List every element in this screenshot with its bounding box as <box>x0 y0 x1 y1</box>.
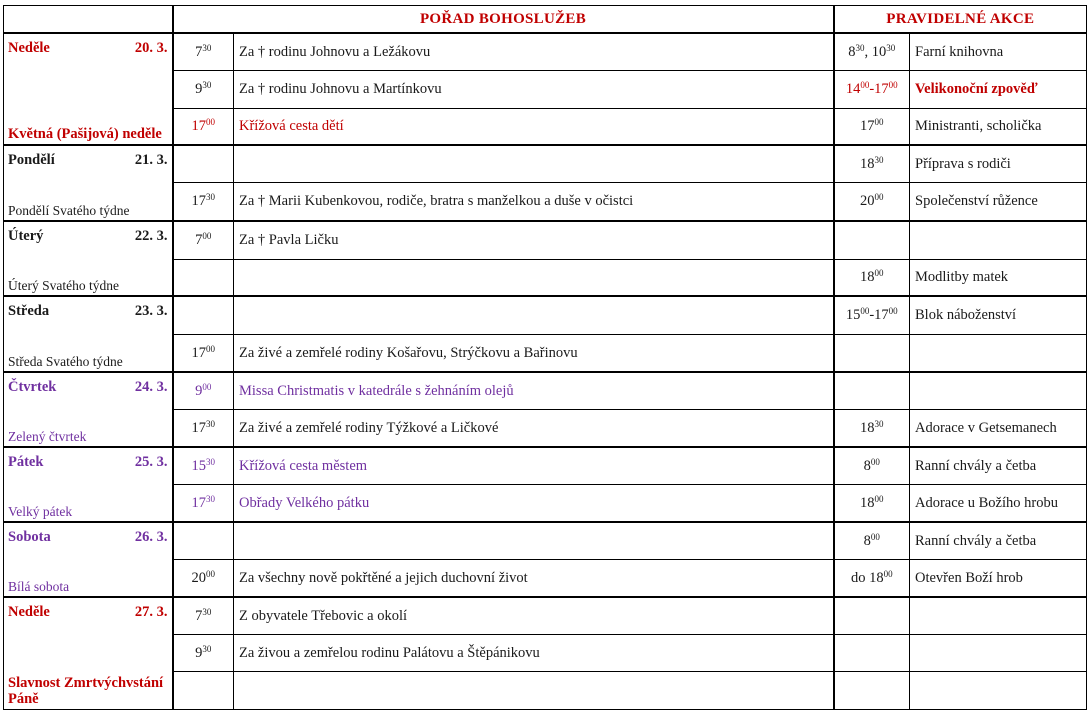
schedule-row <box>4 221 1087 259</box>
mass-time <box>173 221 234 259</box>
liturgical-day-name: Bílá sobota <box>8 579 70 594</box>
mass-minute: 30 <box>206 456 215 467</box>
mass-time <box>173 259 234 296</box>
mass-time <box>173 447 234 484</box>
mass-hour: 7 <box>195 232 203 249</box>
mass-intention: Za živou a zemřelou rodinu Palátovu a Štěpánikovu <box>234 634 834 671</box>
activity-hour: 17 <box>874 81 889 97</box>
activity-name <box>910 372 1087 409</box>
activity-name: Adorace v Getsemanech <box>910 409 1087 447</box>
day-header <box>8 379 168 395</box>
day-cell <box>4 372 173 447</box>
liturgical-day-name: Úterý Svatého týdne <box>8 278 119 293</box>
activity-time <box>834 372 910 409</box>
mass-time <box>173 597 234 634</box>
day-date: 26. 3. <box>134 529 168 545</box>
liturgical-day-name: Středa Svatého týdne <box>8 354 123 369</box>
day-cell <box>4 33 173 145</box>
schedule-row <box>4 145 1087 182</box>
mass-time <box>173 70 234 108</box>
activity-time <box>834 334 910 372</box>
mass-time <box>173 182 234 221</box>
activity-name <box>910 671 1087 709</box>
day-date: 24. 3. <box>134 379 168 395</box>
activity-hour: 18 <box>860 419 875 436</box>
day-header <box>8 228 168 244</box>
schedule-row <box>4 296 1087 334</box>
activity-minute: 00 <box>870 456 880 467</box>
activity-time-separator: - <box>869 307 875 324</box>
activity-minute: 00 <box>874 117 884 128</box>
mass-minute: 30 <box>202 643 212 654</box>
day-date: 21. 3. <box>134 152 168 168</box>
day-date: 25. 3. <box>134 454 168 470</box>
liturgical-day-name: Slavnost Zmrtvýchvstání Páně <box>8 674 164 707</box>
day-date: 20. 3. <box>134 40 168 56</box>
activity-minute: 00 <box>888 306 898 317</box>
activity-name <box>910 597 1087 634</box>
day-cell <box>4 296 173 372</box>
mass-intention: Za † rodinu Johnovu a Ležákovu <box>234 33 834 70</box>
activity-name: Blok náboženství <box>910 296 1087 334</box>
schedule-row <box>4 597 1087 634</box>
day-cell <box>4 597 173 709</box>
schedule-row <box>4 447 1087 484</box>
mass-intention: Obřady Velkého pátku <box>234 484 834 522</box>
activity-time <box>834 33 910 70</box>
header-row <box>4 6 1087 34</box>
mass-hour: 9 <box>195 81 203 97</box>
mass-time <box>173 296 234 334</box>
activity-hour: 18 <box>860 494 875 511</box>
activity-hour: 17 <box>874 307 889 324</box>
mass-intention: Křížová cesta městem <box>234 447 834 484</box>
activity-name: Příprava s rodiči <box>910 145 1087 182</box>
day-of-week: Neděle <box>8 604 50 620</box>
day-of-week: Úterý <box>8 228 44 244</box>
activity-name: Modlitby matek <box>910 259 1087 296</box>
activity-name <box>910 334 1087 372</box>
day-of-week: Středa <box>8 303 50 319</box>
activity-minute: 00 <box>870 531 880 542</box>
day-of-week: Sobota <box>8 529 51 545</box>
activity-hour: 18 <box>860 269 875 286</box>
mass-minute: 00 <box>202 231 212 242</box>
activity-time <box>834 182 910 221</box>
day-of-week: Pondělí <box>8 152 55 168</box>
mass-minute: 30 <box>202 606 212 617</box>
mass-time <box>173 484 234 522</box>
mass-intention: Z obyvatele Třebovic a okolí <box>234 597 834 634</box>
mass-time <box>173 522 234 559</box>
activity-time <box>834 559 910 597</box>
mass-time <box>173 409 234 447</box>
mass-intention <box>234 259 834 296</box>
activity-minute: 30 <box>874 418 884 429</box>
mass-intention <box>234 296 834 334</box>
mass-time <box>173 145 234 182</box>
mass-minute: 30 <box>202 80 212 90</box>
activity-name: Adorace u Božího hrobu <box>910 484 1087 522</box>
mass-intention: Za † Marii Kubenkovou, rodiče, bratra s manželkou a duše v očistci <box>234 182 834 221</box>
day-header <box>8 40 168 56</box>
activity-hour: 17 <box>860 118 875 135</box>
mass-intention: Za živé a zemřelé rodiny Týžkové a Ličkové <box>234 409 834 447</box>
schedule-row <box>4 33 1087 70</box>
mass-hour: 7 <box>195 43 203 60</box>
activity-time <box>834 484 910 522</box>
mass-intention: Missa Christmatis v katedrále s žehnáním olejů <box>234 372 834 409</box>
activity-hour: 14 <box>845 81 861 97</box>
activity-time-prefix: do <box>850 569 870 586</box>
day-date: 27. 3. <box>134 604 168 620</box>
mass-hour: 17 <box>191 494 206 511</box>
liturgical-day-name: Květná (Pašijová) neděle <box>8 126 162 142</box>
activity-name: Farní knihovna <box>910 33 1087 70</box>
activity-hour: 18 <box>869 569 884 586</box>
activity-hour: 18 <box>860 155 875 172</box>
header-corner <box>4 6 173 34</box>
activity-minute: 00 <box>860 306 870 317</box>
activity-minute: 30 <box>855 42 865 53</box>
activity-time <box>834 409 910 447</box>
day-cell <box>4 145 173 221</box>
mass-intention: Za † rodinu Johnovu a Martínkovu <box>234 70 834 108</box>
activity-time <box>834 671 910 709</box>
activity-time <box>834 108 910 145</box>
mass-minute: 30 <box>202 42 212 53</box>
activity-name: Ranní chvály a četba <box>910 522 1087 559</box>
activity-time-separator: - <box>869 81 875 97</box>
mass-minute: 00 <box>206 343 215 354</box>
activity-name <box>910 221 1087 259</box>
day-header <box>8 454 168 470</box>
activity-time <box>834 634 910 671</box>
mass-hour: 9 <box>195 382 203 399</box>
activity-minute: 00 <box>860 80 870 90</box>
activity-time <box>834 145 910 182</box>
activity-name: Velikonoční zpověď <box>910 70 1087 108</box>
activity-hour: 8 <box>848 43 856 60</box>
activity-time <box>834 221 910 259</box>
day-of-week: Čtvrtek <box>8 379 57 395</box>
activity-minute: 00 <box>888 80 898 90</box>
mass-minute: 00 <box>206 568 215 579</box>
activity-time <box>834 522 910 559</box>
activity-minute: 30 <box>886 42 896 53</box>
schedule-body <box>4 6 1087 710</box>
activity-name <box>910 634 1087 671</box>
schedule-row <box>4 372 1087 409</box>
mass-intention: Za živé a zemřelé rodiny Košařovu, Strýčkovu a Bařinovu <box>234 334 834 372</box>
activity-time <box>834 447 910 484</box>
day-header <box>8 303 168 319</box>
day-header <box>8 604 168 620</box>
schedule-table <box>3 5 1087 710</box>
mass-hour: 7 <box>195 607 203 624</box>
mass-time <box>173 559 234 597</box>
day-cell <box>4 447 173 522</box>
activity-name: Ministranti, scholička <box>910 108 1087 145</box>
mass-intention: Za všechny nově pokřtěné a jejich duchovní život <box>234 559 834 597</box>
day-of-week: Pátek <box>8 454 44 470</box>
mass-minute: 00 <box>202 381 212 392</box>
day-of-week: Neděle <box>8 40 50 56</box>
mass-minute: 30 <box>206 192 215 203</box>
activity-hour: 8 <box>863 457 871 474</box>
mass-hour: 15 <box>191 457 206 474</box>
activity-time <box>834 296 910 334</box>
activity-time <box>834 70 910 108</box>
day-date: 23. 3. <box>134 303 168 319</box>
mass-intention: Křížová cesta dětí <box>234 108 834 145</box>
activity-hour: 15 <box>845 307 861 324</box>
mass-intention <box>234 522 834 559</box>
activity-time <box>834 597 910 634</box>
day-cell <box>4 221 173 296</box>
mass-time <box>173 334 234 372</box>
liturgical-day-name: Pondělí Svatého týdne <box>8 203 130 218</box>
day-header <box>8 152 168 168</box>
mass-intention <box>234 671 834 709</box>
mass-time <box>173 671 234 709</box>
activity-hour: 10 <box>871 43 887 60</box>
mass-time <box>173 372 234 409</box>
mass-minute: 30 <box>206 418 215 429</box>
activity-minute: 00 <box>883 568 893 579</box>
activity-minute: 00 <box>874 268 884 279</box>
mass-intention: Za † Pavla Ličku <box>234 221 834 259</box>
mass-intention <box>234 145 834 182</box>
header-services: POŘAD BOHOSLUŽEB <box>173 6 834 34</box>
mass-minute: 30 <box>206 493 215 504</box>
mass-time <box>173 634 234 671</box>
mass-hour: 17 <box>191 118 206 135</box>
day-cell <box>4 522 173 597</box>
activity-hour: 8 <box>863 532 871 549</box>
mass-hour: 17 <box>191 419 206 436</box>
mass-hour: 17 <box>191 344 206 361</box>
mass-time <box>173 108 234 145</box>
liturgical-day-name: Velký pátek <box>8 504 73 519</box>
activity-name: Ranní chvály a četba <box>910 447 1087 484</box>
header-activities: PRAVIDELNÉ AKCE <box>834 6 1087 34</box>
mass-hour: 20 <box>191 569 206 586</box>
activity-name: Společenství růžence <box>910 182 1087 221</box>
schedule-row <box>4 522 1087 559</box>
mass-minute: 00 <box>206 117 215 128</box>
mass-hour: 9 <box>195 644 203 661</box>
mass-hour: 17 <box>191 193 206 210</box>
day-date: 22. 3. <box>134 228 168 244</box>
activity-minute: 30 <box>874 154 884 165</box>
activity-name: Otevřen Boží hrob <box>910 559 1087 597</box>
mass-time <box>173 33 234 70</box>
liturgical-day-name: Zelený čtvrtek <box>8 429 87 444</box>
activity-time <box>834 259 910 296</box>
day-header <box>8 529 168 545</box>
activity-hour: 20 <box>860 193 875 210</box>
activity-minute: 00 <box>874 192 884 203</box>
activity-minute: 00 <box>874 493 884 504</box>
activity-time-separator: , <box>864 43 872 60</box>
